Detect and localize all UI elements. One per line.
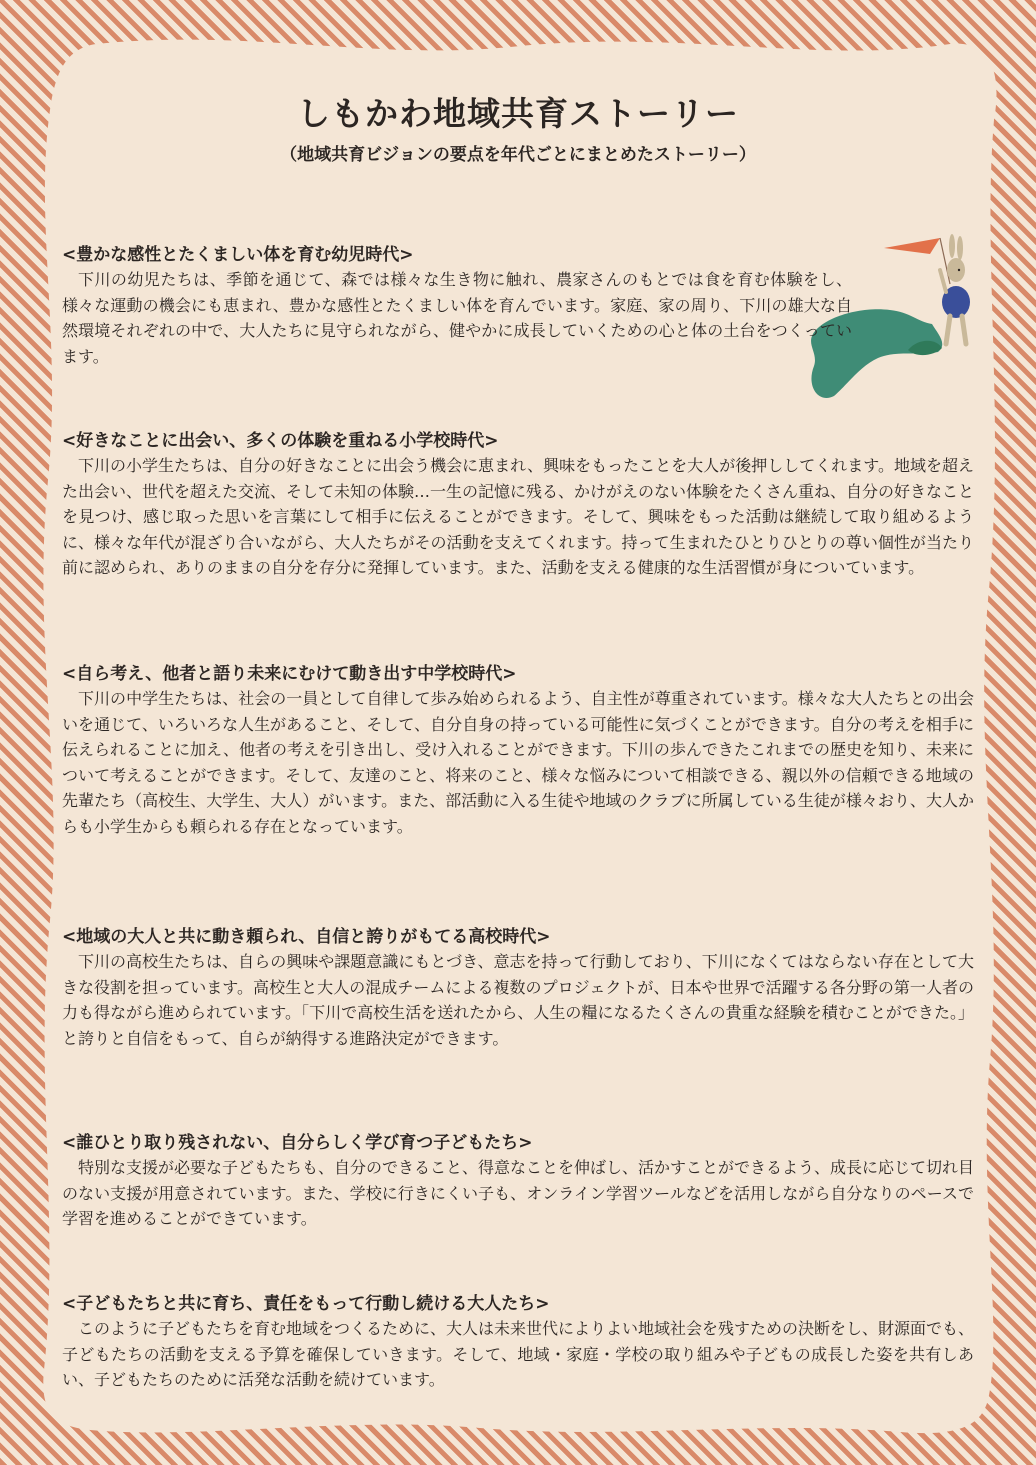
section-heading: <子どもたちと共に育ち、責任をもって行動し続ける大人たち> <box>62 1294 550 1314</box>
section-elementary-school <box>62 429 974 581</box>
section-early-childhood <box>62 243 974 369</box>
section-body: 下川の高校生たちは、自らの興味や課題意識にもとづき、意志を持って行動しており、下川になくてはならない存在として大きな役割を担っています。高校生と大人の混成チームによる複数のプロジェクトが、日本や世界で活躍する各分野の第一人者の力も得ながら進められています。「下川で高校生活を送れたから、人生の糧になるたくさんの貴重な経験を積むことができた。」と誇りと自信をもって、自らが納得する進路決定ができます。 <box>62 952 974 1048</box>
section-junior-high-school <box>62 662 974 839</box>
section-adults <box>62 1292 974 1393</box>
section-heading: <好きなことに出会い、多くの体験を重ねる小学校時代> <box>62 431 499 451</box>
section-body: 下川の中学生たちは、社会の一員として自律して歩み始められるよう、自主性が尊重されています。様々な大人たちとの出会いを通じて、いろいろな人生があること、そして、自分自身の持っている可能性に気づくことができます。自分の考えを相手に伝えられることに加え、他者の考えを引き出し、受け入れることができます。下川の歩んできたこれまでの歴史を知り、未来について考えることができます。そして、友達のこと、将来のこと、様々な悩みについて相談できる、親以外の信頼できる地域の先輩たち（高校生、大学生、大人）がいます。また、部活動に入る生徒や地域のクラブに所属している生徒が様々おり、大人からも小学生からも頼られる存在となっています。 <box>62 689 974 836</box>
page-subtitle: （地域共育ビジョンの要点を年代ごとにまとめたストーリー） <box>280 145 756 165</box>
section-body: 特別な支援が必要な子どもたちも、自分のできること、得意なことを伸ばし、活かすことができるよう、成長に応じて切れ目のない支援が用意されています。また、学校に行きにくい子も、オンライン学習ツールなどを活用しながら自分なりのペースで学習を進めることができています。 <box>62 1158 975 1228</box>
section-high-school <box>62 925 974 1051</box>
section-inclusive-support <box>62 1131 974 1232</box>
page-title: しもかわ地域共育ストーリー <box>297 94 739 133</box>
section-body: このように子どもたちを育む地域をつくるために、大人は未来世代によりよい地域社会を残すための決断をし、財源面でも、子どもたちの活動を支える予算を確保していきます。そして、地域・家庭・学校の取り組みや子どもの成長した姿を共有しあい、子どもたちのために活発な活動を続けています。 <box>62 1319 975 1389</box>
section-heading: <誰ひとり取り残されない、自分らしく学び育つ子どもたち> <box>62 1133 533 1153</box>
section-heading: <地域の大人と共に動き頼られ、自信と誇りがもてる高校時代> <box>62 927 551 947</box>
section-body: 下川の幼児たちは、季節を通じて、森では様々な生き物に触れ、農家さんのもとでは食を育む体験をし、様々な運動の機会にも恵まれ、豊かな感性とたくましい体を育んでいます。家庭、家の周り、下川の雄大な自然環境それぞれの中で、大人たちに見守られながら、健やかに成長していくための心と体の土台をつくっています。 <box>62 270 852 366</box>
section-heading: <豊かな感性とたくましい体を育む幼児時代> <box>62 245 414 265</box>
section-heading: <自ら考え、他者と語り未来にむけて動き出す中学校時代> <box>62 664 517 684</box>
section-body: 下川の小学生たちは、自分の好きなことに出会う機会に恵まれ、興味をもったことを大人が後押ししてくれます。地域を超えた出会い、世代を超えた交流、そして未知の体験…一生の記憶に残る、かけがえのない体験をたくさん重ね、自分の好きなことを見つけ、感じ取った思いを言葉にして相手に伝えることができます。そして、興味をもった活動は継続して取り組めるように、様々な年代が混ざり合いながら、大人たちがその活動を支えてくれます。持って生まれたひとりひとりの尊い個性が当たり前に認められ、ありのままの自分を存分に発揮しています。また、活動を支える健康的な生活習慣が身についています。 <box>62 456 975 577</box>
